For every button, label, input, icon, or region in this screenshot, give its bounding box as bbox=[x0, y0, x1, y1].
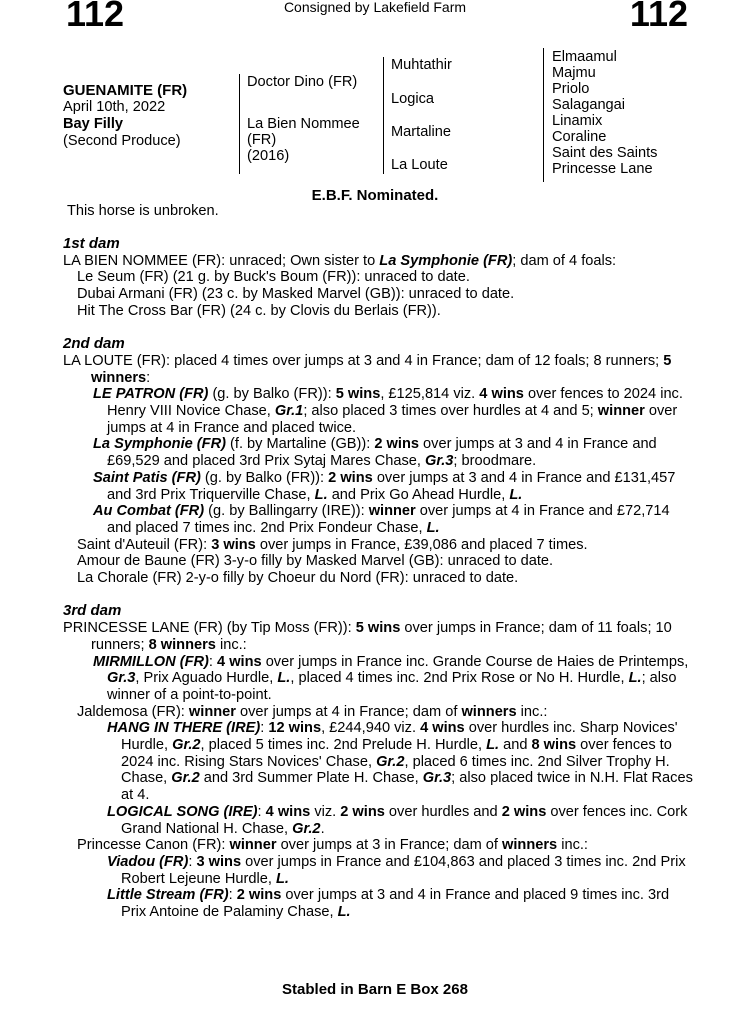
pedigree-divider-1 bbox=[239, 74, 240, 174]
pedigree-dam bbox=[247, 116, 360, 164]
produce-entry: Saint d'Auteuil (FR): 3 wins over jumps in France, £39,086 and placed 7 times. bbox=[77, 536, 588, 553]
pedigree-gen4-item: Elmaamul bbox=[552, 49, 617, 65]
produce-entry: HANG IN THERE (IRE): 12 wins, £244,940 viz. 4 wins over hurdles inc. Sharp Novices' Hurdle, Gr.2, placed 5 times inc. 2nd Prelude H. Hurdle, L. and 8 wins over fences to 2024 inc. Rising Stars Novices' Chase, Gr.2, placed 6 times inc. 2nd Silver Trophy H. Chase, Gr.2 and 3rd Summer Plate H. Chase, Gr.3; also placed twice in N.H. Flat Races at 4. bbox=[107, 720, 693, 804]
produce-entry: Au Combat (FR) (g. by Ballingarry (IRE)): winner over jumps at 4 in France and £72,714 and placed 7 times inc. 2nd Prix Fondeur Chase, L. bbox=[93, 503, 670, 536]
first-dam-heading: 1st dam bbox=[63, 235, 120, 252]
produce-entry: MIRMILLON (FR): 4 wins over jumps in France inc. Grande Course de Haies de Printemps, Gr.3, Prix Aguado Hurdle, L., placed 4 times inc. 2nd Prix Rose or No H. Hurdle, L.; also winner of a point-to-point. bbox=[93, 653, 689, 703]
produce-entry: Saint Patis (FR) (g. by Balko (FR)): 2 wins over jumps at 3 and 4 in France and £131,457 and 3rd Prix Triquerville Chase, L. and Prix Go Ahead Hurdle, L. bbox=[93, 469, 676, 503]
produce-entry: Princesse Canon (FR): winner over jumps at 3 in France; dam of winners inc.: bbox=[77, 837, 588, 854]
pedigree-gen4-item: Princesse Lane bbox=[552, 161, 653, 177]
horse-name: GUENAMITE (FR) bbox=[63, 82, 188, 99]
pedigree-gen4-item: Linamix bbox=[552, 113, 603, 129]
dam-year: (2016) bbox=[247, 148, 290, 164]
pedigree-body bbox=[63, 236, 693, 921]
unbroken-note: This horse is unbroken. bbox=[67, 203, 219, 219]
produce-entry: Little Stream (FR): 2 wins over jumps at 3 and 4 in France and placed 9 times inc. 3rd Prix Antoine de Palaminy Chase, L. bbox=[107, 887, 670, 921]
foaling-date: April 10th, 2022 bbox=[63, 99, 166, 115]
pedigree-gen3-3: Martaline bbox=[391, 124, 452, 140]
consignor: Consigned by Lakefield Farm bbox=[283, 0, 467, 15]
pedigree-gen4-item: Majmu bbox=[552, 65, 596, 81]
produce-entry: LOGICAL SONG (IRE): 4 wins viz. 2 wins over hurdles and 2 wins over fences inc. Cork Grand National H. Chase, Gr.2. bbox=[107, 803, 688, 837]
pedigree-gen3-2: Logica bbox=[391, 91, 435, 107]
produce-entry: Amour de Baune (FR) 3-y-o filly by Masked Marvel (GB): unraced to date. bbox=[77, 553, 554, 570]
ebf-nominated: E.B.F. Nominated. bbox=[311, 187, 439, 204]
lot-number-left: 112 bbox=[66, 0, 125, 34]
produce-entry: Dubai Armani (FR) (23 c. by Masked Marvel (GB)): unraced to date. bbox=[77, 286, 515, 303]
horse-summary bbox=[63, 82, 187, 150]
pedigree-gen4-item: Salagangai bbox=[552, 97, 626, 113]
produce-entry: Viadou (FR): 3 wins over jumps in France and £104,863 and placed 3 times inc. 2nd Prix Robert Lejeune Hurdle, L. bbox=[107, 853, 686, 887]
pedigree-gen4-item: Saint des Saints bbox=[552, 145, 658, 161]
produce-note: (Second Produce) bbox=[63, 133, 181, 149]
second-dam-heading: 2nd dam bbox=[63, 335, 125, 353]
colour-sex: Bay Filly bbox=[63, 116, 124, 132]
dam-country: (FR) bbox=[247, 132, 277, 148]
second-dam-entry: LA LOUTE (FR): placed 4 times over jumps at 3 and 4 in France; dam of 12 foals; 8 runners; 5 winners: bbox=[63, 352, 672, 386]
dam-name: La Bien Nommee bbox=[247, 116, 360, 132]
first-dam-entry: LA BIEN NOMMEE (FR): unraced; Own sister to La Symphonie (FR); dam of 4 foals: bbox=[63, 252, 617, 269]
third-dam-entry: PRINCESSE LANE (FR) (by Tip Moss (FR)): 5 wins over jumps in France; dam of 11 foals; 10 runners; 8 winners inc.: bbox=[63, 620, 672, 653]
lot-number-right: 112 bbox=[629, 0, 688, 34]
produce-entry: Jaldemosa (FR): winner over jumps at 4 in France; dam of winners inc.: bbox=[77, 703, 548, 720]
pedigree-gen3-1: Muhtathir bbox=[391, 57, 452, 73]
pedigree-divider-3 bbox=[543, 48, 544, 182]
produce-entry: La Chorale (FR) 2-y-o filly by Choeur du Nord (FR): unraced to date. bbox=[77, 570, 519, 587]
pedigree-gen3-4: La Loute bbox=[391, 157, 448, 173]
stabling-info: Stabled in Barn E Box 268 bbox=[282, 981, 468, 998]
third-dam-heading: 3rd dam bbox=[63, 602, 122, 620]
produce-entry: LE PATRON (FR) (g. by Balko (FR)): 5 wins, £125,814 viz. 4 wins over fences to 2024 inc. Henry VIII Novice Chase, Gr.1; also placed 3 times over hurdles at 4 and 5; winner over jumps at 4 in France and placed twice. bbox=[93, 386, 683, 436]
pedigree-gen4 bbox=[552, 49, 657, 177]
produce-entry: La Symphonie (FR) (f. by Martaline (GB)): 2 wins over jumps at 3 and 4 in France and £69,529 and placed 3rd Prix Sytaj Mares Chase, Gr.3; broodmare. bbox=[93, 436, 657, 470]
produce-entry: Le Seum (FR) (21 g. by Buck's Boum (FR)): unraced to date. bbox=[77, 269, 470, 286]
pedigree-divider-2 bbox=[383, 57, 384, 174]
pedigree-gen4-item: Coraline bbox=[552, 129, 607, 145]
produce-entry: Hit The Cross Bar (FR) (24 c. by Clovis du Berlais (FR)). bbox=[77, 302, 441, 319]
pedigree-gen4-item: Priolo bbox=[552, 81, 590, 97]
pedigree-sire: Doctor Dino (FR) bbox=[247, 74, 358, 90]
